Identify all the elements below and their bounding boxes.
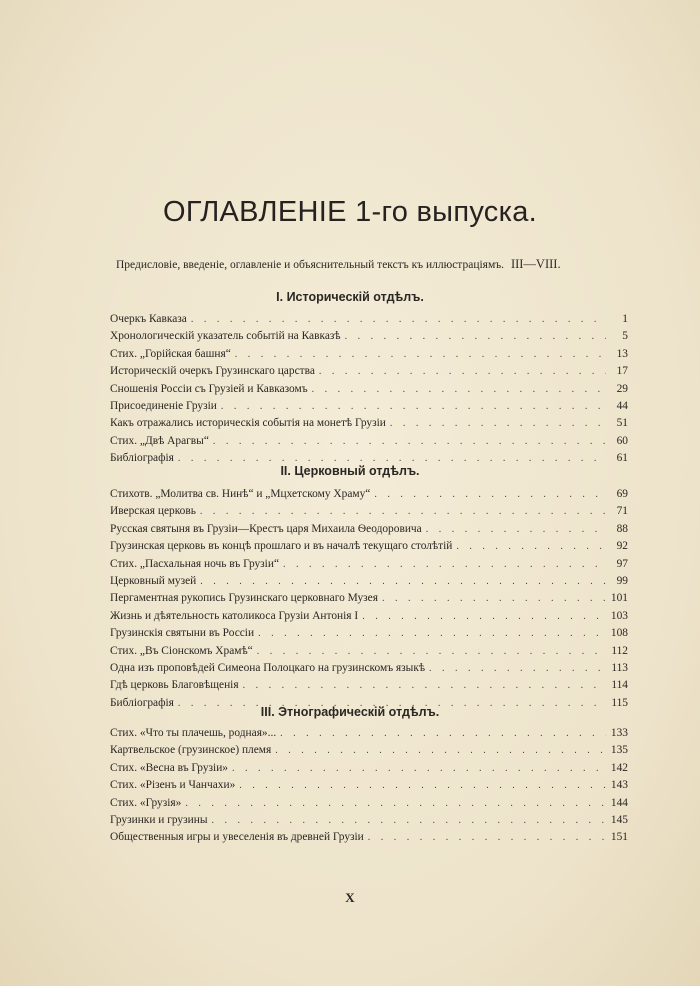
leader-dots: [374, 486, 606, 503]
toc-entry-title: Стих. „Въ Сіонскомъ Храмѣ“: [110, 644, 253, 657]
toc-entry-title: Библіографія: [110, 696, 174, 709]
toc-entry-page: 61: [616, 452, 628, 465]
toc-entry-page: 99: [616, 574, 628, 587]
toc-entry-title: Какъ отражались историческія событія на монетѣ Грузіи: [110, 417, 386, 430]
preface-pages: III—VIII.: [510, 257, 561, 271]
leader-dots: [191, 311, 606, 328]
toc-entry-title: Стих. «Весна въ Грузіи»: [110, 761, 228, 774]
toc-entry: [110, 486, 628, 503]
toc-entry-title: Грузинская церковь въ концѣ прошлаго и въ началѣ текущаго столѣтій: [110, 540, 453, 553]
toc-entry: [110, 415, 628, 432]
leader-dots: [429, 660, 606, 677]
leader-dots: [283, 556, 606, 573]
toc-entry: [110, 398, 628, 415]
toc-entry: [110, 503, 628, 520]
toc-entry-page: 13: [616, 347, 628, 360]
leader-dots: [345, 328, 606, 345]
toc-entry-page: 97: [616, 557, 628, 570]
leader-dots: [257, 643, 606, 660]
leader-dots: [213, 433, 606, 450]
toc-list-historical: [110, 311, 628, 468]
toc-entry-title: Стих. «Різенъ и Чанчахи»: [110, 779, 236, 792]
toc-entry-title: Хронологическій указатель событій на Кавказѣ: [110, 330, 341, 343]
toc-entry: [110, 363, 628, 380]
toc-entry-title: Общественныя игры и увеселенія въ древней Грузіи: [110, 831, 364, 844]
toc-entry-title: Стихотв. „Молитва св. Нинѣ“ и „Мцхетскому Храму“: [110, 488, 371, 500]
toc-entry-title: Стих. „Горійская башня“: [110, 347, 231, 360]
toc-entry-title: Присоединеніе Грузіи: [110, 399, 217, 412]
toc-entry-page: 115: [611, 696, 628, 709]
leader-dots: [243, 677, 606, 694]
leader-dots: [382, 590, 606, 607]
toc-entry: [110, 829, 628, 846]
toc-entry: [110, 311, 628, 328]
toc-entry-page: 135: [610, 744, 628, 757]
preface-text: Предисловіе, введеніе, оглавленіе и объяснительный текстъ къ иллюстраціямъ.: [116, 259, 505, 271]
toc-entry-title: Стих. „Пасхальная ночь въ Грузіи“: [110, 557, 279, 570]
toc-entry-title: Грузинки и грузины: [110, 813, 208, 826]
toc-entry-page: 101: [610, 592, 628, 605]
toc-entry-title: Стих. «Что ты плачешь, родная»...: [110, 727, 277, 739]
toc-entry-title: Стих. „Двѣ Арагвы“: [110, 434, 209, 447]
toc-entry-page: 145: [610, 813, 628, 826]
toc-entry: [110, 521, 628, 538]
toc-entry-title: Гдѣ церковь Благовѣщенія: [110, 679, 239, 692]
leader-dots: [312, 381, 606, 398]
toc-entry-page: 17: [616, 365, 628, 378]
toc-entry-page: 112: [611, 644, 628, 657]
toc-entry: [110, 812, 628, 829]
toc-list-ethnographic: [110, 725, 628, 847]
toc-entry-title: Одна изъ проповѣдей Симеона Полоцкаго на грузинскомъ языкѣ: [110, 661, 426, 674]
leader-dots: [362, 608, 606, 625]
toc-entry: [110, 608, 628, 625]
leader-dots: [185, 795, 606, 812]
toc-entry: [110, 677, 628, 694]
toc-entry-title: Иверская церковь: [110, 505, 196, 518]
toc-entry-page: 103: [610, 609, 628, 622]
toc-entry-title: Историческій очеркъ Грузинскаго царства: [110, 365, 315, 378]
page-number-footer: X: [345, 890, 355, 905]
toc-entry-page: 71: [616, 505, 628, 518]
toc-entry: [110, 777, 628, 794]
toc-entry-title: Русская святыня въ Грузіи—Крестъ царя Михаила Ѳеодоровича: [110, 522, 422, 535]
toc-entry-title: Грузинскія святыни въ Россіи: [110, 627, 255, 640]
toc-entry: [110, 590, 628, 607]
leader-dots: [426, 521, 606, 538]
toc-entry: [110, 433, 628, 450]
toc-entry-title: Жизнь и дѣятельность католикоса Грузіи Антонія I: [110, 609, 359, 622]
toc-entry-page: 88: [616, 522, 628, 535]
leader-dots: [280, 725, 606, 742]
leader-dots: [368, 829, 606, 846]
leader-dots: [258, 625, 606, 642]
leader-dots: [221, 398, 606, 415]
toc-entry-page: 69: [616, 488, 628, 500]
toc-entry: [110, 573, 628, 590]
toc-entry-page: 1: [622, 313, 628, 325]
toc-list-church: [110, 486, 628, 712]
toc-entry-page: 151: [610, 831, 628, 844]
toc-entry-title: Картвельское (грузинское) племя: [110, 744, 272, 757]
leader-dots: [200, 573, 606, 590]
toc-entry-page: 133: [610, 727, 628, 739]
toc-entry: [110, 625, 628, 642]
toc-entry: [110, 381, 628, 398]
leader-dots: [232, 760, 606, 777]
section-heading-church: II. Церковный отдѣлъ.: [280, 464, 420, 478]
page-title: ОГЛАВЛЕНІЕ 1-го выпуска.: [162, 196, 538, 228]
toc-entry-title: Очеркъ Кавказа: [110, 313, 187, 325]
toc-entry-page: 113: [611, 661, 628, 674]
toc-entry-page: 29: [616, 382, 628, 395]
toc-entry-page: 92: [616, 540, 628, 553]
toc-entry-page: 114: [611, 679, 628, 692]
toc-entry-page: 44: [616, 399, 628, 412]
toc-entry: [110, 538, 628, 555]
section-heading-ethnographic: III. Этнографическій отдѣлъ.: [260, 705, 440, 719]
toc-entry-page: 142: [610, 761, 628, 774]
toc-entry: [110, 346, 628, 363]
toc-entry-title: Библіографія: [110, 452, 174, 465]
leader-dots: [390, 415, 606, 432]
toc-entry-title: Пергаментная рукопись Грузинскаго церковнаго Музея: [110, 592, 378, 605]
toc-entry: [110, 795, 628, 812]
toc-entry: [110, 643, 628, 660]
leader-dots: [275, 742, 606, 759]
leader-dots: [235, 346, 606, 363]
toc-entry-page: 5: [622, 330, 628, 343]
toc-entry: [110, 742, 628, 759]
preface-line: [116, 257, 646, 272]
leader-dots: [319, 363, 606, 380]
toc-entry-title: Сношенія Россіи съ Грузіей и Кавказомъ: [110, 382, 308, 395]
toc-entry-page: 144: [610, 796, 628, 809]
toc-entry-page: 143: [610, 779, 628, 792]
toc-entry: [110, 328, 628, 345]
toc-entry-page: 51: [616, 417, 628, 430]
leader-dots: [211, 812, 606, 829]
toc-entry-page: 108: [610, 627, 628, 640]
toc-entry: [110, 725, 628, 742]
section-heading-historical: I. Историческій отдѣлъ.: [276, 290, 424, 304]
toc-entry: [110, 660, 628, 677]
toc-entry: [110, 556, 628, 573]
toc-entry-title: Церковный музей: [110, 574, 197, 587]
leader-dots: [456, 538, 606, 555]
toc-entry-page: 60: [616, 434, 628, 447]
leader-dots: [200, 503, 606, 520]
toc-entry: [110, 760, 628, 777]
leader-dots: [239, 777, 606, 794]
toc-entry-title: Стих. «Грузія»: [110, 796, 182, 809]
